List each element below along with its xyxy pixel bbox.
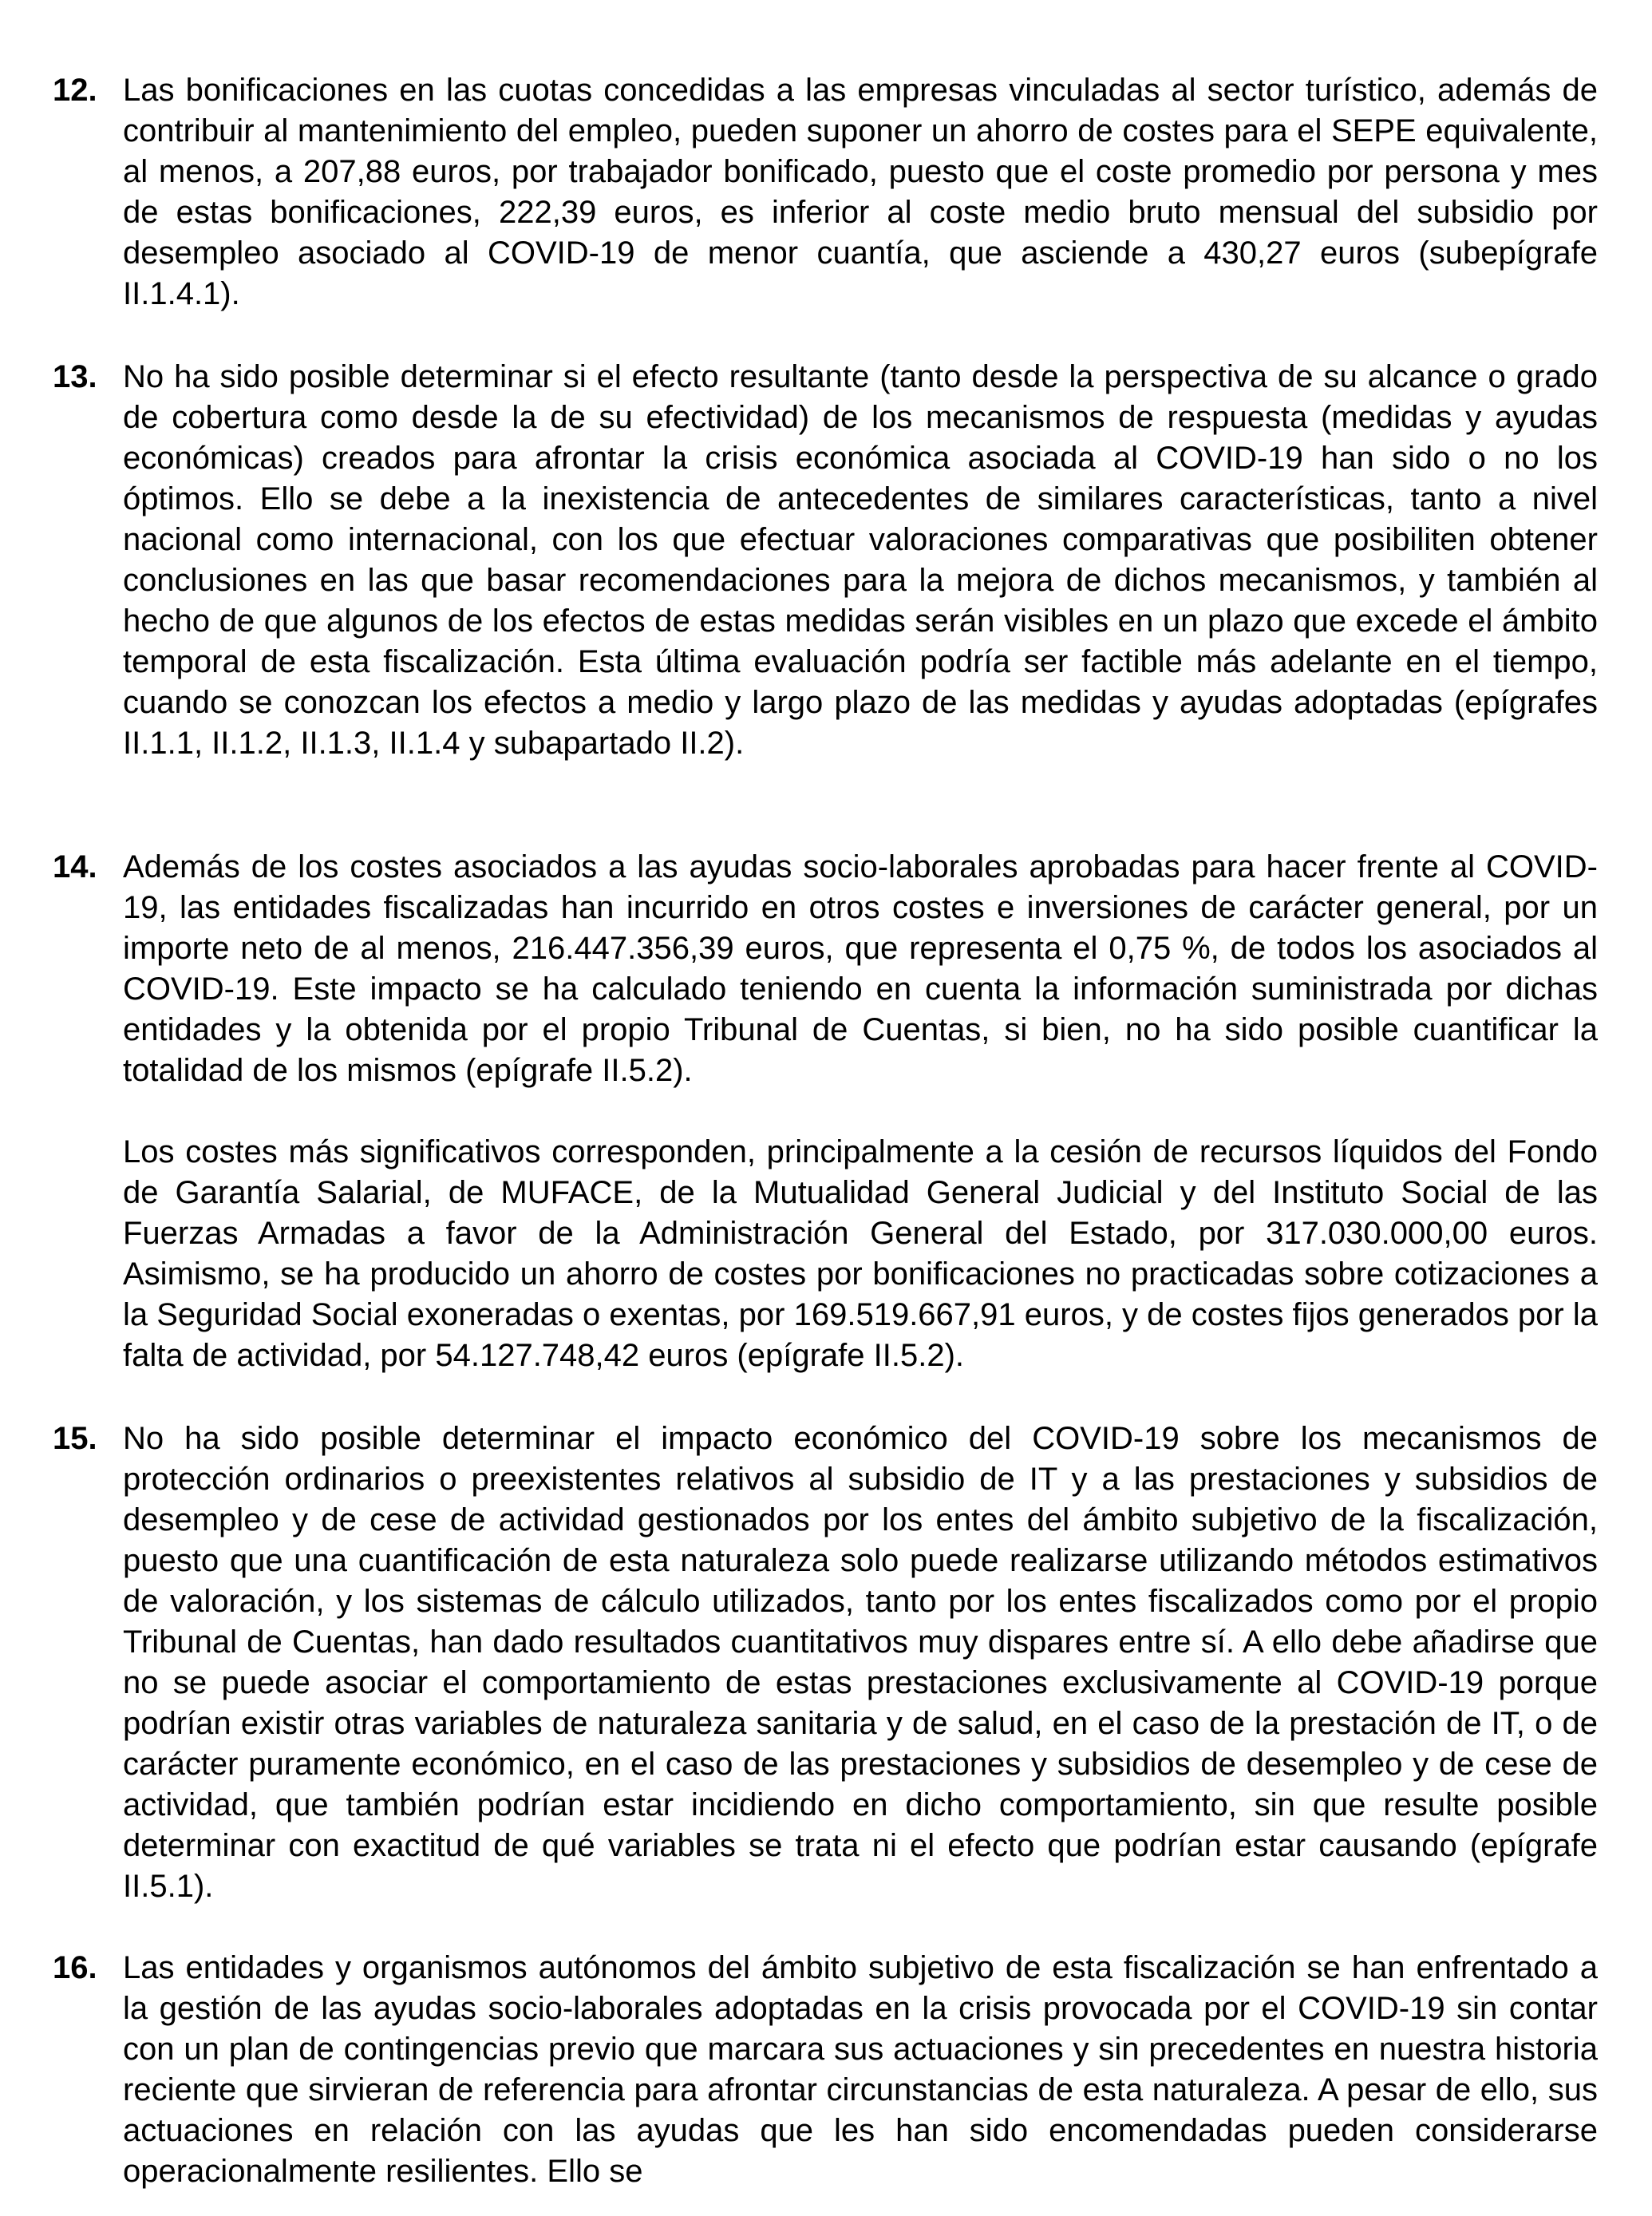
item-number: 14.	[53, 849, 97, 884]
numbered-item-12	[53, 70, 1598, 315]
item-paragraph: Los costes más significativos corresponden, principalmente a la cesión de recursos líquidos del Fondo de Garantía Salarial, de MUFACE, de la Mutualidad General Judicial y del Instituto Social de las Fuerzas Armadas a favor de la Administración General del Estado, por 317.030.000,00 euros. Asimismo, se ha producido un ahorro de costes por bonificaciones no practicadas sobre cotizaciones a la Seguridad Social exoneradas o exentas, por 169.519.667,91 euros, y de costes fijos generados por la falta de actividad, por 54.127.748,42 euros (epígrafe II.5.2).	[123, 1134, 1598, 1373]
item-number: 12.	[53, 73, 97, 108]
item-paragraph: No ha sido posible determinar si el efecto resultante (tanto desde la perspectiva de su alcance o grado de cobertura como desde la de su efectividad) de los mecanismos de respuesta (medidas y ayudas económicas) creados para afrontar la crisis económica asociada al COVID-19 han sido o no los óptimos. Ello se debe a la inexistencia de antecedentes de similares características, tanto a nivel nacional como internacional, con los que efectuar valoraciones comparativas que posibiliten obtener conclusiones en las que basar recomendaciones para la mejora de dichos mecanismos, y también al hecho de que algunos de los efectos de estas medidas serán visibles en un plazo que excede el ámbito temporal de esta fiscalización. Esta última evaluación podría ser factible más adelante en el tiempo, cuando se conozcan los efectos a medio y largo plazo de las medidas y ayudas adoptadas (epígrafes II.1.1, II.1.2, II.1.3, II.1.4 y subapartado II.2).	[123, 359, 1598, 761]
item-paragraph: Además de los costes asociados a las ayudas socio-laborales aprobadas para hacer frente al COVID-19, las entidades fiscalizadas han incurrido en otros costes e inversiones de carácter general, por un importe neto de al menos, 216.447.356,39 euros, que representa el 0,75 %, de todos los asociados al COVID-19. Este impacto se ha calculado teniendo en cuenta la información suministrada por dichas entidades y la obtenida por el propio Tribunal de Cuentas, si bien, no ha sido posible cuantificar la totalidad de los mismos (epígrafe II.5.2).	[123, 849, 1598, 1088]
item-paragraph: Las entidades y organismos autónomos del ámbito subjetivo de esta fiscalización se han enfrentado a la gestión de las ayudas socio-laborales adoptadas en la crisis provocada por el COVID-19 sin contar con un plan de contingencias previo que marcara sus actuaciones y sin precedentes en nuestra historia reciente que sirvieran de referencia para afrontar circunstancias de esta naturaleza. A pesar de ello, sus actuaciones en relación con las ayudas que les han sido encomendadas pueden considerarse operacionalmente resilientes. Ello se	[123, 1950, 1598, 2189]
numbered-item-13	[53, 357, 1598, 764]
item-paragraph: No ha sido posible determinar el impacto económico del COVID-19 sobre los mecanismos de protección ordinarios o preexistentes relativos al subsidio de IT y a las prestaciones y subsidios de desempleo y de cese de actividad gestionados por los entes del ámbito subjetivo de la fiscalización, puesto que una cuantificación de esta naturaleza solo puede realizarse utilizando métodos estimativos de valoración, y los sistemas de cálculo utilizados, tanto por los entes fiscalizados como por el propio Tribunal de Cuentas, han dado resultados cuantitativos muy dispares entre sí. A ello debe añadirse que no se puede asociar el comportamiento de estas prestaciones exclusivamente al COVID-19 porque podrían existir otras variables de naturaleza sanitaria y de salud, en el caso de la prestación de IT, o de carácter puramente económico, en el caso de las prestaciones y subsidios de desempleo y de cese de actividad, que también podrían estar incidiendo en dicho comportamiento, sin que resulte posible determinar con exactitud de qué variables se trata ni el efecto que podrían estar causando (epígrafe II.5.1).	[123, 1421, 1598, 1904]
item-number: 15.	[53, 1421, 97, 1456]
item-number: 16.	[53, 1950, 97, 1985]
item-paragraph: Las bonificaciones en las cuotas concedidas a las empresas vinculadas al sector turístico, además de contribuir al mantenimiento del empleo, pueden suponer un ahorro de costes para el SEPE equivalente, al menos, a 207,88 euros, por trabajador bonificado, puesto que el coste promedio por persona y mes de estas bonificaciones, 222,39 euros, es inferior al coste medio bruto mensual del subsidio por desempleo asociado al COVID-19 de menor cuantía, que asciende a 430,27 euros (subepígrafe II.1.4.1).	[123, 73, 1598, 311]
numbered-item-16	[53, 1948, 1598, 2192]
item-number: 13.	[53, 359, 97, 394]
numbered-item-15	[53, 1419, 1598, 1907]
numbered-item-14	[53, 847, 1598, 1376]
